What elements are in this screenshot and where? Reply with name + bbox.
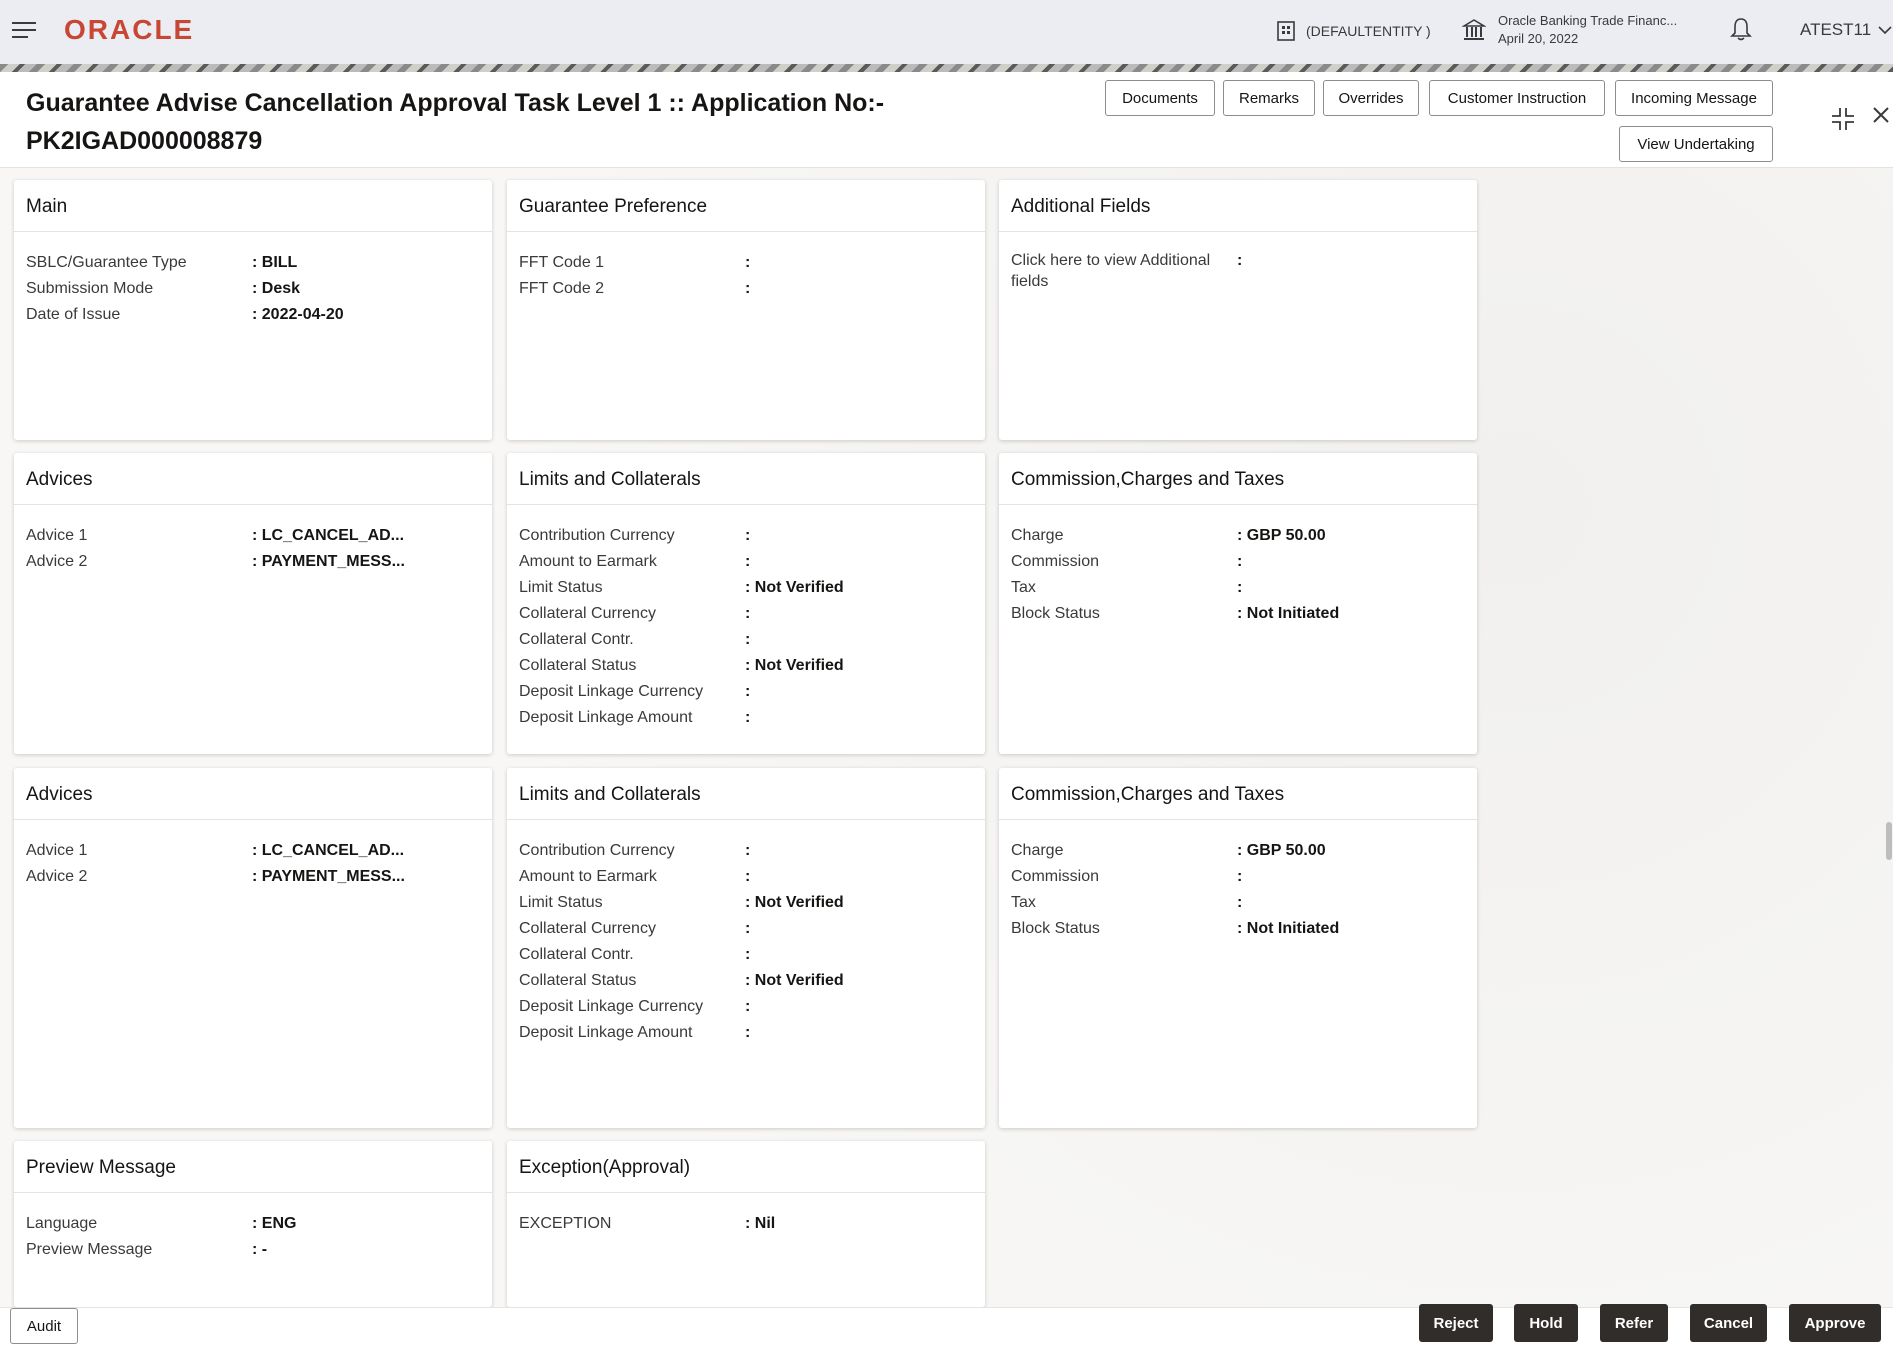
field-row bbox=[1011, 838, 1465, 864]
card-title: Commission,Charges and Taxes bbox=[999, 453, 1477, 505]
hold-button[interactable]: Hold bbox=[1514, 1304, 1578, 1342]
remarks-button[interactable]: Remarks bbox=[1223, 80, 1315, 116]
documents-button[interactable]: Documents bbox=[1105, 80, 1215, 116]
customer-instruction-button[interactable]: Customer Instruction bbox=[1429, 80, 1605, 116]
field-label: Block Status bbox=[1011, 920, 1100, 937]
field-row bbox=[26, 838, 480, 864]
advice-link[interactable]: : LC_CANCEL_AD... bbox=[252, 527, 405, 544]
chevron-down-icon bbox=[1877, 24, 1893, 36]
card-title: Additional Fields bbox=[999, 180, 1477, 232]
field-value: : bbox=[1237, 579, 1243, 596]
field-row bbox=[1011, 549, 1465, 575]
additional-fields-link[interactable]: Click here to view Additional fields bbox=[1011, 252, 1211, 290]
approve-button[interactable]: Approve bbox=[1789, 1304, 1881, 1342]
field-row bbox=[519, 523, 973, 549]
bank-selector[interactable] bbox=[1462, 12, 1677, 48]
field-value: : bbox=[1237, 252, 1243, 269]
field-label: Charge bbox=[1011, 527, 1064, 544]
field-label: Submission Mode bbox=[26, 280, 154, 297]
overrides-button[interactable]: Overrides bbox=[1323, 80, 1419, 116]
card-title: Advices bbox=[14, 453, 492, 505]
cancel-button[interactable]: Cancel bbox=[1690, 1304, 1767, 1342]
advices-card bbox=[14, 453, 492, 754]
task-header bbox=[0, 72, 1893, 168]
field-row bbox=[519, 838, 973, 864]
field-value: : ENG bbox=[252, 1215, 297, 1232]
field-value: : Not Verified bbox=[745, 894, 844, 911]
field-row bbox=[519, 916, 973, 942]
field-row bbox=[519, 942, 973, 968]
limits-collaterals-card bbox=[507, 768, 985, 1128]
field-value: : bbox=[1237, 894, 1243, 911]
field-row bbox=[519, 627, 973, 653]
field-value: : bbox=[745, 1024, 751, 1041]
card-title: Exception(Approval) bbox=[507, 1141, 985, 1193]
field-value: : bbox=[745, 683, 751, 700]
field-value: : Not Verified bbox=[745, 579, 844, 596]
incoming-message-button[interactable]: Incoming Message bbox=[1615, 80, 1773, 116]
field-label: Contribution Currency bbox=[519, 527, 675, 544]
field-value: : bbox=[745, 631, 751, 648]
field-value: : 2022-04-20 bbox=[252, 306, 344, 323]
field-value: : - bbox=[252, 1241, 268, 1258]
field-label: Deposit Linkage Currency bbox=[519, 998, 704, 1015]
field-row bbox=[26, 549, 480, 575]
field-label: Preview Message bbox=[26, 1241, 153, 1258]
field-label: Advice 2 bbox=[26, 553, 88, 570]
field-label: Advice 1 bbox=[26, 527, 88, 544]
preview-message-card bbox=[14, 1141, 492, 1307]
field-label: Tax bbox=[1011, 894, 1036, 911]
field-row bbox=[1011, 916, 1465, 942]
field-row bbox=[519, 653, 973, 679]
field-label: Amount to Earmark bbox=[519, 553, 657, 570]
field-label: EXCEPTION bbox=[519, 1215, 612, 1232]
field-value: : bbox=[1237, 868, 1243, 885]
building-icon bbox=[1276, 20, 1296, 42]
limits-collaterals-card bbox=[507, 453, 985, 754]
field-row bbox=[519, 705, 973, 731]
commission-charges-taxes-card bbox=[999, 453, 1477, 754]
field-label: Charge bbox=[1011, 842, 1064, 859]
field-value: : bbox=[745, 709, 751, 726]
field-row bbox=[1011, 523, 1465, 549]
field-value: : Not Initiated bbox=[1237, 605, 1340, 622]
main-card bbox=[14, 180, 492, 440]
hamburger-menu-icon[interactable] bbox=[12, 22, 36, 40]
field-label: Collateral Currency bbox=[519, 605, 656, 622]
field-label: Contribution Currency bbox=[519, 842, 675, 859]
field-value: : GBP 50.00 bbox=[1237, 842, 1326, 859]
audit-button[interactable]: Audit bbox=[10, 1308, 78, 1344]
field-row bbox=[26, 523, 480, 549]
field-row bbox=[519, 601, 973, 627]
field-row bbox=[519, 968, 973, 994]
field-row bbox=[519, 250, 973, 276]
field-row bbox=[26, 864, 480, 890]
field-value: : GBP 50.00 bbox=[1237, 527, 1326, 544]
field-value: : bbox=[745, 254, 751, 271]
field-label: Collateral Status bbox=[519, 657, 637, 674]
field-row bbox=[1011, 864, 1465, 890]
page-title: Guarantee Advise Cancellation Approval Task Level 1 :: Application No:- PK2IGAD000008879 bbox=[26, 89, 885, 155]
field-value: : bbox=[745, 998, 751, 1015]
field-row bbox=[1011, 575, 1465, 601]
advice-link[interactable]: : PAYMENT_MESS... bbox=[252, 553, 405, 570]
field-row bbox=[519, 575, 973, 601]
field-value: : Desk bbox=[252, 280, 301, 297]
field-value: : bbox=[745, 280, 751, 297]
field-row bbox=[519, 1211, 973, 1237]
field-value: : Nil bbox=[745, 1215, 776, 1232]
field-label: Advice 1 bbox=[26, 842, 88, 859]
card-title: Limits and Collaterals bbox=[507, 453, 985, 505]
card-title: Guarantee Preference bbox=[507, 180, 985, 232]
field-value: : bbox=[745, 605, 751, 622]
field-row bbox=[519, 679, 973, 705]
field-label: Limit Status bbox=[519, 894, 603, 911]
field-value: : bbox=[745, 946, 751, 963]
minimize-window-icon[interactable] bbox=[1830, 106, 1856, 132]
field-value: : bbox=[745, 553, 751, 570]
notifications-bell-icon[interactable] bbox=[1730, 16, 1752, 47]
field-value: : Not Initiated bbox=[1237, 920, 1340, 937]
field-value: : Not Verified bbox=[745, 972, 844, 989]
field-row bbox=[519, 994, 973, 1020]
field-label: FFT Code 1 bbox=[519, 254, 605, 271]
entity-selector[interactable] bbox=[1276, 20, 1431, 42]
field-row bbox=[26, 1237, 480, 1263]
commission-charges-taxes-card bbox=[999, 768, 1477, 1128]
reject-button[interactable]: Reject bbox=[1419, 1304, 1493, 1342]
field-value: : bbox=[745, 868, 751, 885]
field-row bbox=[1011, 601, 1465, 627]
field-label: Commission bbox=[1011, 868, 1100, 885]
field-label: Deposit Linkage Amount bbox=[519, 1024, 693, 1041]
additional-fields-card bbox=[999, 180, 1477, 440]
advice-link[interactable]: : LC_CANCEL_AD... bbox=[252, 842, 405, 859]
field-value: : bbox=[1237, 553, 1243, 570]
field-label: Tax bbox=[1011, 579, 1036, 596]
field-value: : bbox=[745, 527, 751, 544]
card-title: Advices bbox=[14, 768, 492, 820]
view-undertaking-button[interactable]: View Undertaking bbox=[1619, 126, 1773, 162]
field-label: Collateral Contr. bbox=[519, 946, 634, 963]
field-label: SBLC/Guarantee Type bbox=[26, 254, 187, 271]
field-row bbox=[519, 1020, 973, 1046]
field-value: : bbox=[745, 920, 751, 937]
close-icon[interactable] bbox=[1872, 106, 1890, 124]
card-title: Limits and Collaterals bbox=[507, 768, 985, 820]
bank-name: Oracle Banking Trade Financ... bbox=[1498, 13, 1678, 28]
bank-date: April 20, 2022 bbox=[1498, 31, 1579, 46]
field-value: : bbox=[745, 842, 751, 859]
guarantee-preference-card bbox=[507, 180, 985, 440]
field-label: Collateral Contr. bbox=[519, 631, 634, 648]
exception-approval-card bbox=[507, 1141, 985, 1307]
field-label: Date of Issue bbox=[26, 306, 121, 323]
bank-icon bbox=[1462, 18, 1486, 42]
field-label: Block Status bbox=[1011, 605, 1100, 622]
top-bar bbox=[0, 0, 1893, 64]
field-row bbox=[519, 549, 973, 575]
user-name: ATEST11 bbox=[1800, 20, 1872, 39]
field-row bbox=[26, 1211, 480, 1237]
field-row bbox=[1011, 890, 1465, 916]
card-title: Main bbox=[14, 180, 492, 232]
entity-label: (DEFAULTENTITY ) bbox=[1306, 23, 1431, 39]
field-row bbox=[1011, 250, 1465, 292]
field-row bbox=[519, 276, 973, 302]
advices-card bbox=[14, 768, 492, 1128]
field-row bbox=[26, 276, 480, 302]
scrollbar-thumb[interactable] bbox=[1886, 822, 1892, 860]
field-row bbox=[26, 302, 480, 328]
decorative-banner-strip bbox=[0, 64, 1893, 72]
field-label: Amount to Earmark bbox=[519, 868, 657, 885]
field-row bbox=[519, 864, 973, 890]
field-label: Collateral Currency bbox=[519, 920, 656, 937]
field-value: : BILL bbox=[252, 254, 298, 271]
field-label: Advice 2 bbox=[26, 868, 88, 885]
field-label: FFT Code 2 bbox=[519, 280, 605, 297]
field-row bbox=[519, 890, 973, 916]
field-label: Language bbox=[26, 1215, 98, 1232]
card-title: Preview Message bbox=[14, 1141, 492, 1193]
field-label: Commission bbox=[1011, 553, 1100, 570]
field-label: Limit Status bbox=[519, 579, 603, 596]
field-label: Deposit Linkage Amount bbox=[519, 709, 693, 726]
advice-link[interactable]: : PAYMENT_MESS... bbox=[252, 868, 405, 885]
field-value: : Not Verified bbox=[745, 657, 844, 674]
refer-button[interactable]: Refer bbox=[1600, 1304, 1668, 1342]
field-label: Collateral Status bbox=[519, 972, 637, 989]
oracle-logo: ORACLE bbox=[64, 14, 195, 45]
field-row bbox=[26, 250, 480, 276]
user-menu[interactable] bbox=[1800, 20, 1893, 40]
field-label: Deposit Linkage Currency bbox=[519, 683, 704, 700]
card-title: Commission,Charges and Taxes bbox=[999, 768, 1477, 820]
